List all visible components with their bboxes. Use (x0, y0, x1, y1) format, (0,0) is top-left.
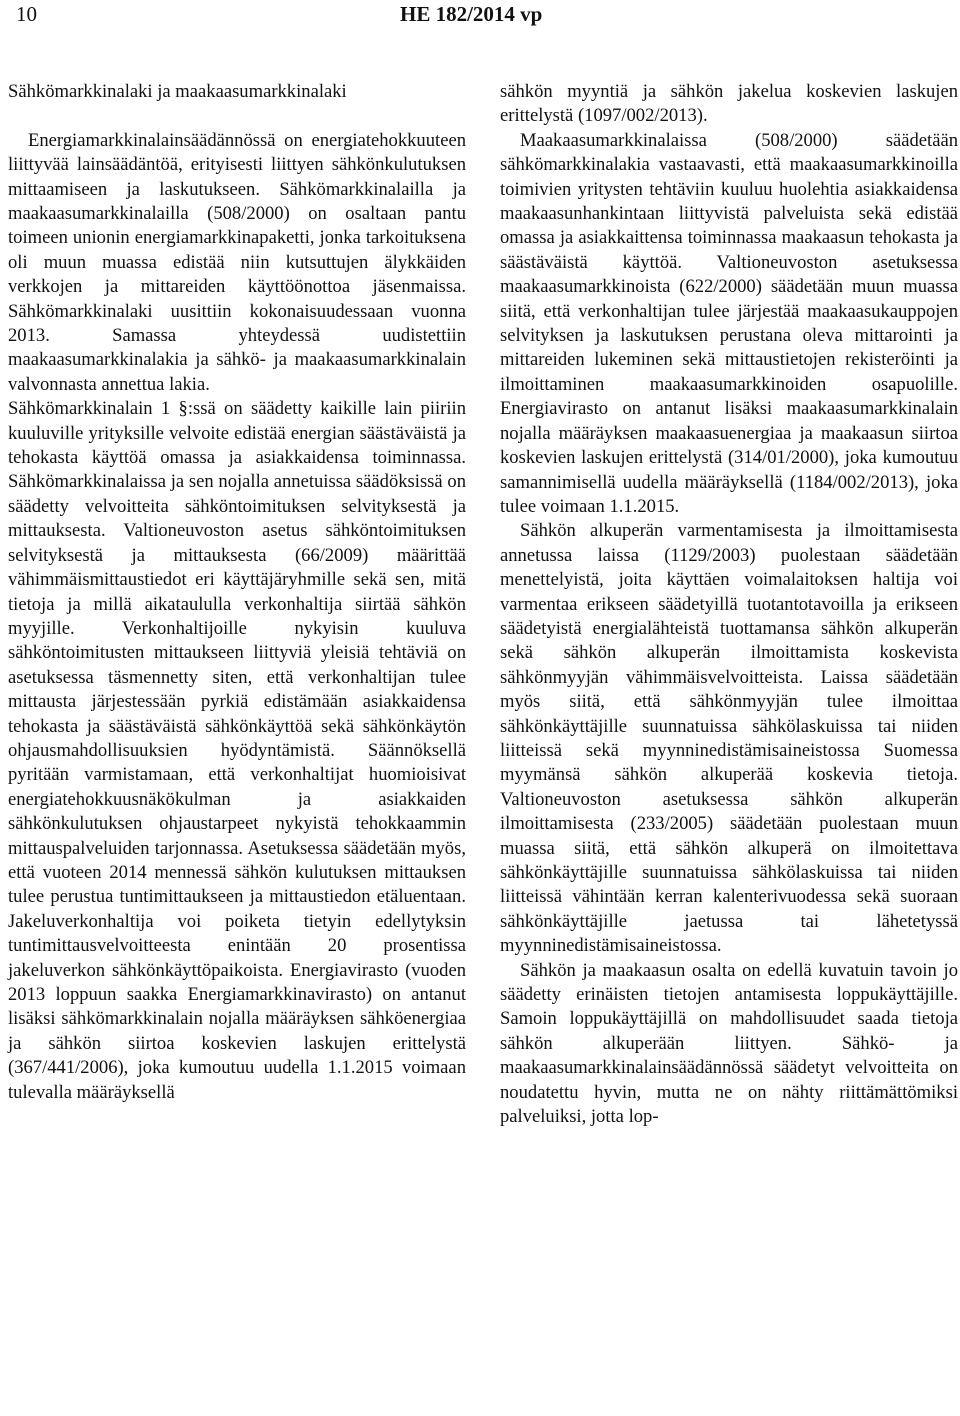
right-column (500, 80, 958, 1129)
page-number: 10 (16, 2, 37, 26)
paragraph: Sähkön alkuperän varmentamisesta ja ilmoittamisesta annetussa laissa (1129/2003) puolestaan säädetään menettelyistä, joita käyttäen voimalaitoksen haltija voi varmentaa erikseen säädetyillä tuotantotavoilla ja erikseen säädetyistä energialähteistä tuottamansa sähkön alkuperän sekä sähkön alkuperän ilmoittamista koskevista sähkönmyyjän vähimmäisvelvoitteista. Laissa säädetään myös siitä, että sähkönmyyjän tulee ilmoittaa sähkönkäyttäjille suunnatuissa sähkölaskuissa tai niiden liitteissä sekä myynninedistämisaineistossa Suomessa myymänsä sähkön alkuperää koskevia tietoja. Valtioneuvoston asetuksessa sähkön alkuperän ilmoittamisesta (233/2005) säädetään puolestaan muun muassa siitä, että sähkön alkuperä on ilmoitettava sähkönkäyttäjille suunnatuissa sähkölaskuissa tai niiden liitteissä vähintään kerran kalenterivuodessa sekä suoraan sähkönkäyttäjille jaetussa tai lähetetyssä myynninedistämisaineistossa. (500, 520, 958, 957)
left-column (8, 80, 466, 1105)
section-heading: Sähkömarkkinalaki ja maakaasumarkkinalaki (8, 81, 347, 102)
paragraph: Maakaasumarkkinalaissa (508/2000) säädetään sähkömarkkinalakia vastaavasti, että maakaasumarkkinoilla toimivien yritysten tehtäviin kuuluu huolehtia asiakkaidensa maakaasunhankintaan liittyvistä palveluista sekä edistää omassa ja asiakkaittensa toiminnassa maakaasun tehokasta ja säästäväistä käyttöä. Valtioneuvoston asetuksessa maakaasumarkkinoista (622/2000) säädetään muun muassa siitä, että verkonhaltijan tulee järjestää maakaasukauppojen selvityksen ja laskutuksen perustana oleva mittarointi ja mittareiden lukeminen sekä mittaustietojen rekisteröinti ja ilmoittaminen maakaasumarkkinoiden osapuolille. Energiavirasto on antanut lisäksi maakaasumarkkinalain nojalla määräyksen maakaasuenergiaa ja maakaasun siirtoa koskevien laskujen erittelystä (314/01/2000), joka kumoutuu samannimisellä uudella määräyksellä (1184/002/2013), joka tulee voimaan 1.1.2015. (500, 129, 958, 517)
paragraph: Sähkön ja maakaasun osalta on edellä kuvatuin tavoin jo säädetty erinäisten tietojen antamisesta loppukäyttäjille. Samoin loppukäyttäjillä on mahdollisuudet saada tietoja sähkön alkuperään liittyen. Sähkö- ja maakaasumarkkinalainsäädännössä säädetyt velvoitteita on noudatettu hyvin, mutta ne on nähty riittämättömiksi palveluiksi, jotta lop- (500, 959, 958, 1128)
paragraph: Energiamarkkinalainsäädännössä on energiatehokkuuteen liittyvää lainsäädäntöä, erityisesti liittyen sähkönkulutuksen mittaamiseen ja laskutukseen. Sähkömarkkinalailla ja maakaasumarkkinalailla (508/2000) on osaltaan pantu toimeen unionin energiamarkkinapaketti, jonka tarkoituksena oli muun muassa edistää niin kutsuttujen älykkäiden verkkojen ja mittareiden käyttöönottoa jäsenmaissa. Sähkömarkkinalaki uusittiin kokonaisuudessaan vuonna 2013. Samassa yhteydessä uudistettiin maakaasumarkkinalakia ja sähkö- ja maakaasumarkkinalain valvonnasta annettua lakia. (8, 129, 466, 395)
paragraph: sähkön myyntiä ja sähkön jakelua koskevien laskujen erittelystä (1097/002/2013). (500, 81, 958, 127)
page-header (8, 0, 960, 30)
paragraph: Sähkömarkkinalain 1 §:ssä on säädetty kaikille lain piiriin kuuluville yrityksille velvoite edistää energian säästäväistä ja tehokasta käyttöä omassa ja asiakkaidensa toiminnassa. Sähkömarkkinalaissa ja sen nojalla annetuissa säädöksissä on säädetty velvoitteita sähköntoimituksen selvityksestä ja mittauksesta. Valtioneuvoston asetus sähköntoimituksen selvityksestä ja mittauksesta (66/2009) määrittää vähimmäismittaustiedot eri käyttäjäryhmille sekä sen, mitä tietoja ja millä aikataululla verkonhaltija siirtää sähkön myyjille. Verkonhaltijoille nykyisin kuuluva sähköntoimitusten mittaukseen liittyviä yleisiä tehtäviä on asetuksessa täsmennetty siten, että verkonhaltijan tulee mittausta järjestessään pyrkiä edistämään asiakkaidensa tehokasta ja säästäväistä sähkönkäyttöä sekä sähkönkäytön ohjausmahdollisuuksien hyödyntämistä. Säännöksellä pyritään varmistamaan, että verkonhaltijat huomioisivat energiatehokkuusnäkökulman ja asiakkaiden sähkönkulutuksen ohjaustarpeet nykyistä tehokkaammin mittauspalveluiden tarjonnassa. Asetuksessa säädetään myös, että vuoteen 2014 mennessä sähkön kulutuksen mittauksen tulee perustua tuntimittaukseen ja mittaustiedon etäluentaan. Jakeluverkonhaltija voi poiketa tietyin edellytyksin tuntimittausvelvoitteesta enintään 20 prosentissa jakeluverkon sähkönkäyttöpaikoista. Energiavirasto (vuoden 2013 loppuun saakka Energiamarkkinavirasto) on antanut lisäksi sähkömarkkinalain nojalla määräyksen sähköenergiaa ja sähkön siirtoa koskevien laskujen erittelystä (367/441/2006), joka kumoutuu uudella 1.1.2015 voimaan tulevalla määräyksellä (8, 398, 466, 1103)
document-code: HE 182/2014 vp (400, 2, 543, 26)
